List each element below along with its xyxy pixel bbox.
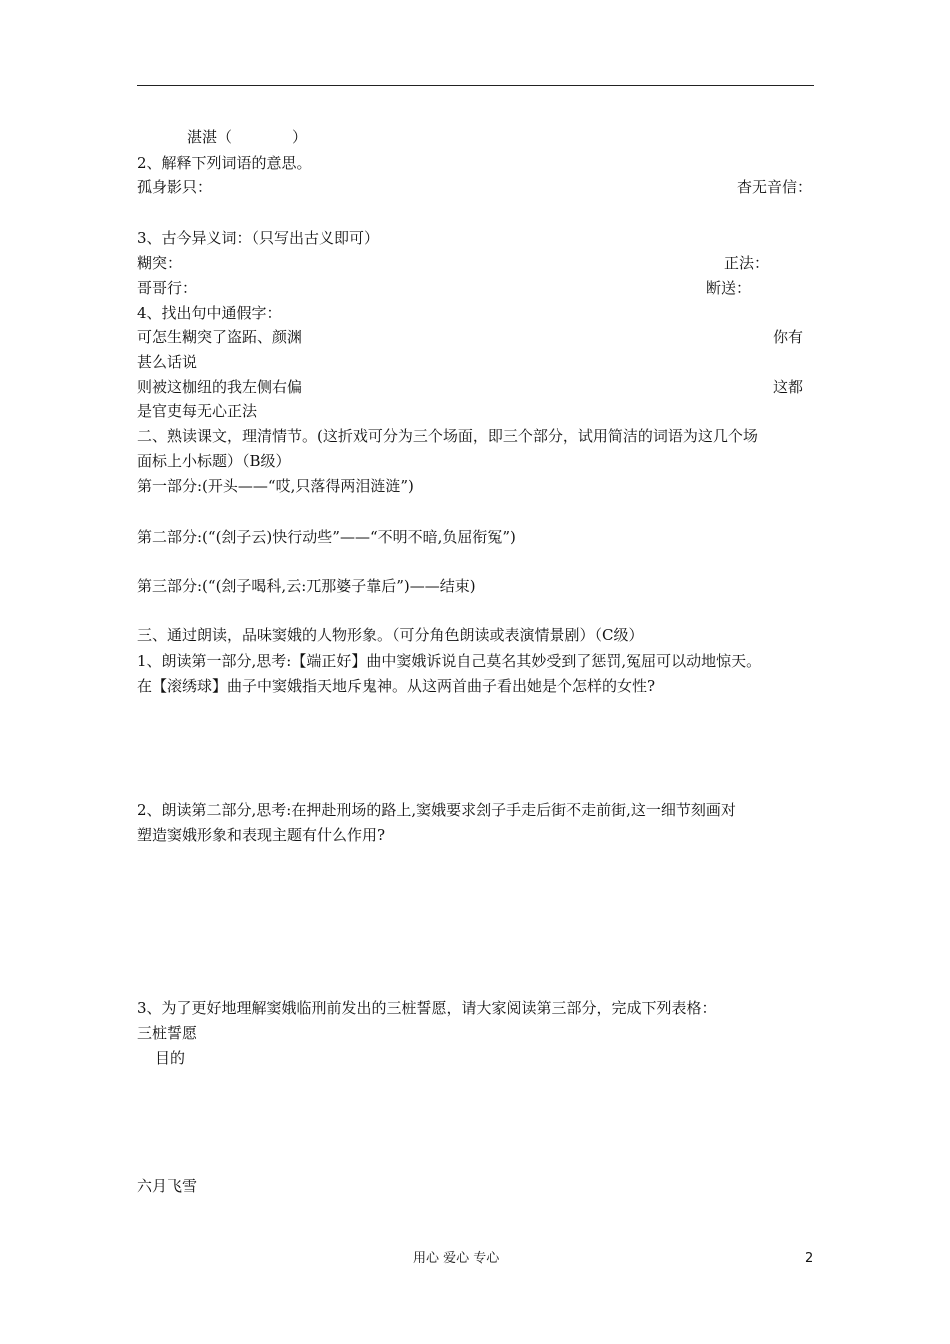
- sentence-2-start: 你有: [773, 328, 804, 346]
- part-3: 第三部分:(“(刽子喝科,云:兀那婆子靠后”)——结束): [137, 577, 476, 595]
- question-4: 4、找出句中通假字：: [137, 304, 282, 322]
- question-3: 3、古今异义词：（只写出古义即可）: [137, 229, 380, 247]
- section-2-heading-cont: 面标上小标题）（B级）: [137, 452, 291, 470]
- question-2: 2、解释下列词语的意思。: [137, 154, 312, 172]
- term-duansong: 断送：: [706, 279, 752, 297]
- term-yaowu: 杳无音信：: [737, 178, 813, 196]
- footer-motto: 用心 爱心 专心: [413, 1251, 500, 1266]
- sentence-4-start: 这都: [773, 378, 804, 396]
- section-3-q3: 3、为了更好地理解窦娥临刑前发出的三桩誓愿，请大家阅读第三部分，完成下列表格：: [137, 999, 717, 1017]
- table-header-vows: 三桩誓愿: [137, 1024, 198, 1042]
- section-3-q1-line1: 1、朗读第一部分,思考:【端正好】曲中窦娥诉说自己莫名其妙受到了惩罚,冤屈可以动地惊天。: [137, 652, 762, 670]
- section-3-q2-line2: 塑造窦娥形象和表现主题有什么作用?: [137, 826, 386, 844]
- section-3-q2-line1: 2、朗读第二部分,思考:在押赴刑场的路上,窦娥要求刽子手走后街不走前街,这一细节刻画对: [137, 801, 736, 819]
- sentence-1: 可怎生糊突了盗跖、颜渊: [137, 328, 303, 346]
- section-3-q1-line2: 在【滚绣球】曲子中窦娥指天地斥鬼神。从这两首曲子看出她是个怎样的女性?: [137, 677, 656, 695]
- term-gegehang: 哥哥行：: [137, 279, 198, 297]
- part-2: 第二部分:(“(刽子云)快行动些”——“不明不暗,负屈衔冤”): [137, 528, 516, 546]
- header-rule: [137, 85, 814, 86]
- sentence-3: 则被这枷纽的我左侧右偏: [137, 378, 303, 396]
- sentence-2-end: 甚么话说: [137, 353, 198, 371]
- table-row-june-snow: 六月飞雪: [137, 1177, 198, 1195]
- term-hutu: 糊突：: [137, 254, 183, 272]
- part-1: 第一部分:(开头——“哎,只落得两泪涟涟”): [137, 477, 414, 495]
- sentence-4-end: 是官吏每无心正法: [137, 402, 258, 420]
- section-2-heading: 二、熟读课文，理清情节。(这折戏可分为三个场面，即三个部分，试用简洁的词语为这几个场: [137, 427, 758, 445]
- page-number: 2: [805, 1251, 814, 1266]
- term-gushen: 孤身影只：: [137, 178, 213, 196]
- section-3-heading: 三、通过朗读，品味窦娥的人物形象。（可分角色朗读或表演情景剧）（C级）: [137, 626, 644, 644]
- table-header-purpose: 目的: [155, 1049, 186, 1067]
- term-zhengfa: 正法：: [724, 254, 770, 272]
- item-zhanzhan: 湛湛（ ）: [187, 128, 308, 146]
